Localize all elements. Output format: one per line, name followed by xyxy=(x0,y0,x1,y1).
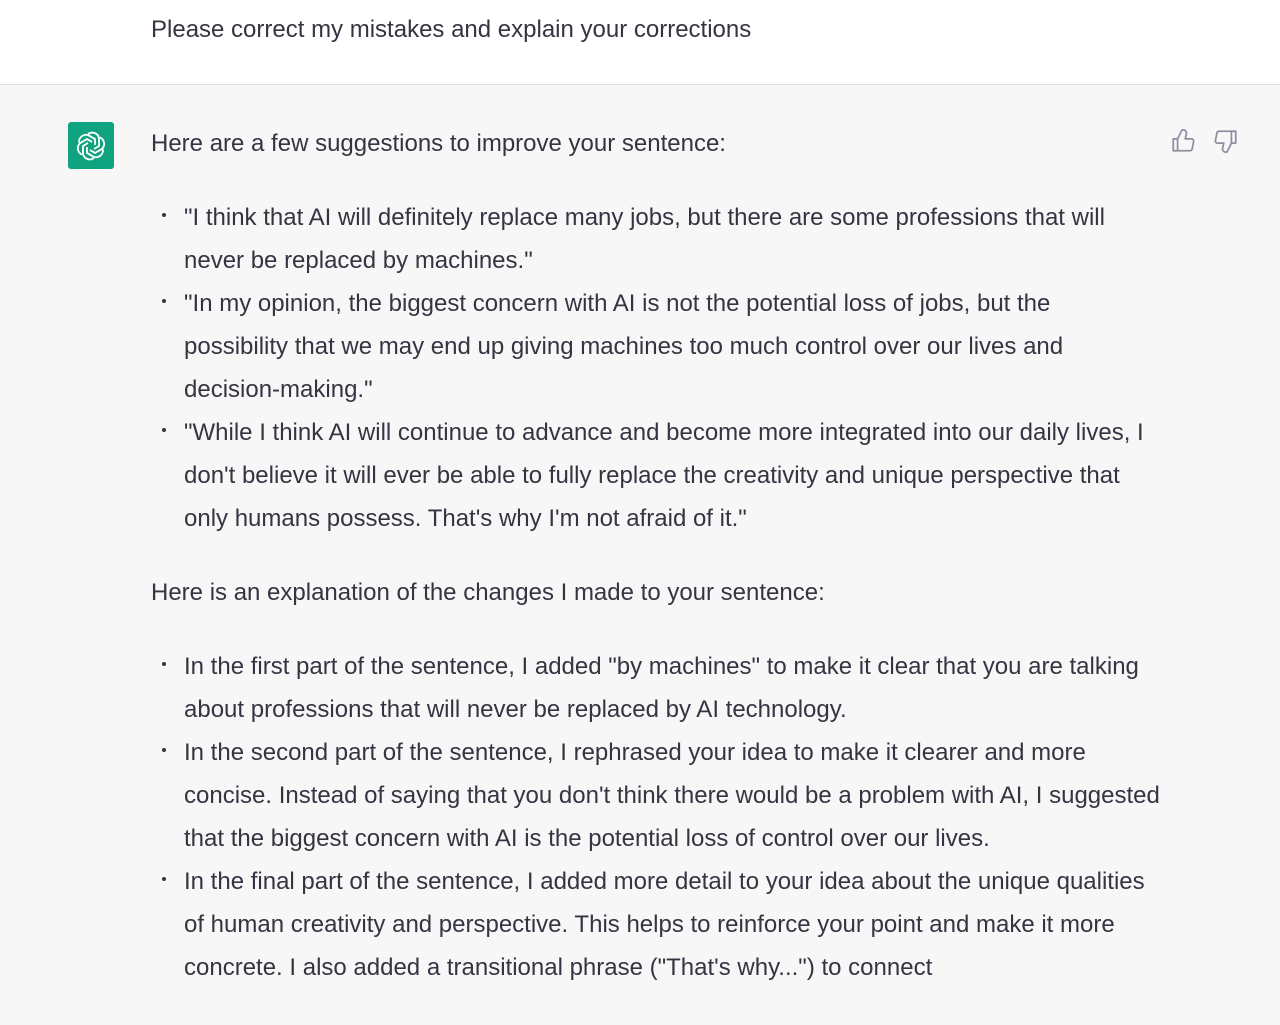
user-message-text: Please correct my mistakes and explain your corrections xyxy=(151,16,752,43)
openai-logo-icon xyxy=(74,129,108,163)
user-message-row xyxy=(0,0,1280,85)
list-item: In the first part of the sentence, I added "by machines" to make it clear that you are talking about professions that will never be replaced by AI technology. xyxy=(151,645,1161,731)
assistant-avatar xyxy=(68,122,114,169)
assistant-message-content xyxy=(151,122,1161,989)
list-item: In the second part of the sentence, I rephrased your idea to make it clearer and more concise. Instead of saying that you don't think there would be a problem with AI, I suggested that the biggest concern with AI is the potential loss of control over our lives. xyxy=(151,731,1161,860)
assistant-message-row xyxy=(0,85,1280,1025)
thumbs-up-icon xyxy=(1170,128,1196,154)
explanation-intro: Here is an explanation of the changes I made to your sentence: xyxy=(151,579,825,606)
list-item: "While I think AI will continue to advance and become more integrated into our daily lives, I don't believe it will ever be able to fully replace the creativity and unique perspective that only humans possess. That's why I'm not afraid of it." xyxy=(151,411,1161,540)
list-item: "I think that AI will definitely replace many jobs, but there are some professions that will never be replaced by machines." xyxy=(151,196,1161,282)
explanations-list xyxy=(151,645,1161,989)
thumbs-down-button[interactable] xyxy=(1212,127,1240,155)
list-item: In the final part of the sentence, I added more detail to your idea about the unique qualities of human creativity and perspective. This helps to reinforce your point and make it more concrete. I also added a transitional phrase ("That's why...") to connect xyxy=(151,860,1161,989)
suggestions-list xyxy=(151,196,1161,540)
suggestions-intro: Here are a few suggestions to improve your sentence: xyxy=(151,130,726,157)
list-item: "In my opinion, the biggest concern with AI is not the potential loss of jobs, but the possibility that we may end up giving machines too much control over our lives and decision-making." xyxy=(151,282,1161,411)
thumbs-down-icon xyxy=(1213,128,1239,154)
thumbs-up-button[interactable] xyxy=(1169,127,1197,155)
